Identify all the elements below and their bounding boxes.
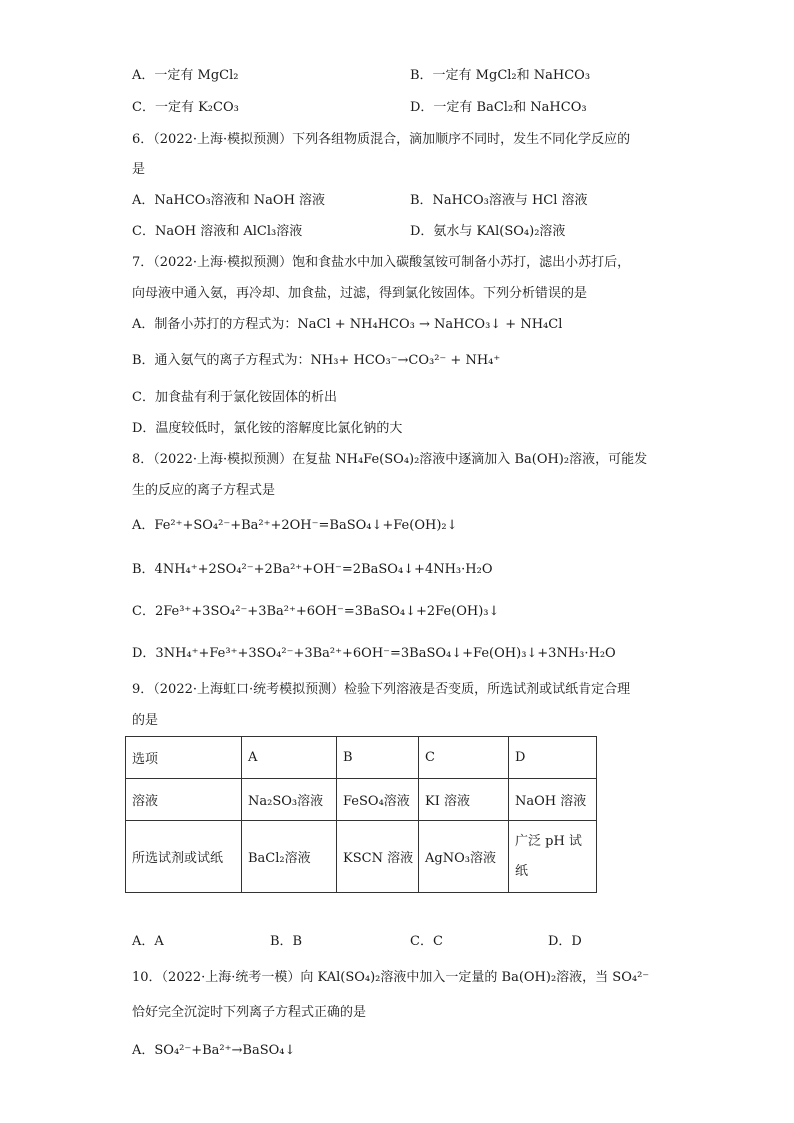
q5-option-d: D．一定有 BaCl₂和 NaHCO₃ [410,100,587,115]
q6-option-a: A．NaHCO₃溶液和 NaOH 溶液 [132,193,326,208]
q6-option-b: B．NaHCO₃溶液与 HCl 溶液 [410,193,588,208]
q10-option-a: A．SO₄²⁻+Ba²⁺→BaSO₄↓ [132,1043,296,1058]
table-cell: 溶液 [126,779,242,821]
q9-option-c: C．C [410,934,443,949]
q6-option-d: D．氨水与 KAl(SO₄)₂溶液 [410,224,566,239]
q7-option-c: C．加食盐有利于氯化铵固体的析出 [132,390,337,405]
q9-stem-cont: 的是 [132,713,159,728]
q8-option-c: C．2Fe³⁺+3SO₄²⁻+3Ba²⁺+6OH⁻=3BaSO₄↓+2Fe(OH)₃↓ [132,604,500,619]
q8-option-d: D．3NH₄⁺+Fe³⁺+3SO₄²⁻+3Ba²⁺+6OH⁻=3BaSO₄↓+Fe(OH)₃↓+3NH₃·H₂O [132,646,616,661]
table-cell: 选项 [126,737,242,779]
table-row [126,779,597,821]
q8-stem-cont: 生的反应的离子方程式是 [132,483,276,498]
table-row [126,821,597,893]
table-cell: KSCN 溶液 [337,821,419,893]
q7-option-b: B．通入氨气的离子方程式为：NH₃+ HCO₃⁻→CO₃²⁻ + NH₄⁺ [132,353,501,368]
q6-stem-cont: 是 [132,162,146,177]
q8-option-b: B．4NH₄⁺+2SO₄²⁻+2Ba²⁺+OH⁻=2BaSO₄↓+4NH₃·H₂O [132,562,493,577]
q10-stem-cont: 恰好完全沉淀时下列离子方程式正确的是 [132,1005,367,1020]
table-cell: 所选试剂或试纸 [126,821,242,893]
q5-option-c: C．一定有 K₂CO₃ [132,100,239,115]
q8-stem: 8．（2022·上海·模拟预测）在复盐 NH₄Fe(SO₄)₂溶液中逐滴加入 Ba(OH)₂溶液，可能发 [132,452,648,467]
q6-stem: 6．（2022·上海·模拟预测）下列各组物质混合，滴加顺序不同时，发生不同化学反应的 [132,132,631,147]
table-cell: NaOH 溶液 [509,779,597,821]
q9-option-a: A．A [132,934,164,949]
q6-option-c: C．NaOH 溶液和 AlCl₃溶液 [132,224,303,239]
table-cell: D [509,737,597,779]
q9-option-d: D．D [548,934,582,949]
table-cell: AgNO₃溶液 [419,821,509,893]
q7-stem-cont: 向母液中通入氨，再冷却、加食盐，过滤，得到氯化铵固体。下列分析错误的是 [132,286,588,301]
q7-option-a: A．制备小苏打的方程式为：NaCl + NH₄HCO₃ → NaHCO₃↓ + NH₄Cl [132,317,563,332]
table-cell: BaCl₂溶液 [242,821,337,893]
table-cell: Na₂SO₃溶液 [242,779,337,821]
table-row [126,737,597,779]
q5-option-b: B．一定有 MgCl₂和 NaHCO₃ [410,68,591,83]
table-cell: B [337,737,419,779]
q10-stem: 10．（2022·上海·统考一模）向 KAl(SO₄)₂溶液中加入一定量的 Ba(OH)₂溶液，当 SO₄²⁻ [132,970,650,985]
table-cell: KI 溶液 [419,779,509,821]
q9-option-b: B．B [270,934,303,949]
q7-stem: 7．（2022·上海·模拟预测）饱和食盐水中加入碳酸氢铵可制备小苏打，滤出小苏打后， [132,255,631,270]
q9-stem: 9．（2022·上海虹口·统考模拟预测）检验下列溶液是否变质，所选试剂或试纸肯定合理 [132,682,631,697]
q5-option-a: A．一定有 MgCl₂ [132,68,239,83]
table-cell: 广泛 pH 试纸 [509,821,597,893]
table-cell: FeSO₄溶液 [337,779,419,821]
table-cell: C [419,737,509,779]
q7-option-d: D．温度较低时，氯化铵的溶解度比氯化钠的大 [132,421,403,436]
q8-option-a: A．Fe²⁺+SO₄²⁻+Ba²⁺+2OH⁻=BaSO₄↓+Fe(OH)₂↓ [132,518,458,533]
q9-table [125,736,597,893]
table-cell: A [242,737,337,779]
